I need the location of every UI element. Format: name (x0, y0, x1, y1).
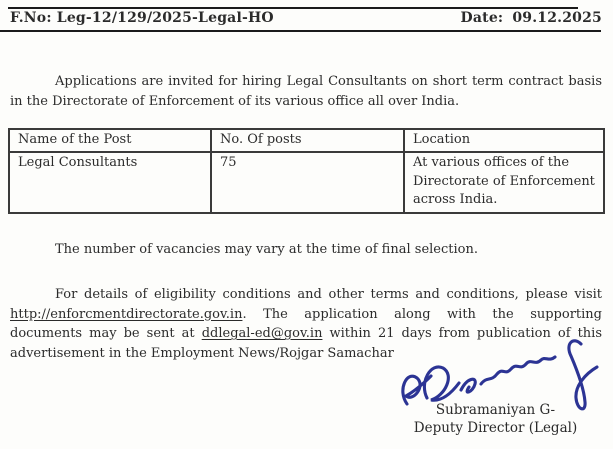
email-link[interactable]: ddlegal-ed@gov.in (201, 326, 323, 342)
document-body (10, 72, 602, 363)
table-header-row (9, 129, 604, 152)
col-header-num-posts: No. Of posts (211, 129, 404, 152)
signatory-designation: Deputy Director (Legal) (413, 419, 578, 436)
header-underline (0, 30, 601, 32)
cell-location: At various offices of the Directorate of Enforcement across India. (404, 152, 604, 212)
posts-table (8, 128, 605, 214)
cell-post-name: Legal Consultants (9, 152, 211, 212)
cell-num-posts: 75 (211, 152, 404, 212)
document-header (10, 10, 602, 26)
vacancies-note: The number of vacancies may vary at the time of final selection. (55, 241, 478, 257)
col-header-post-name: Name of the Post (9, 129, 211, 152)
date-group (461, 10, 602, 26)
website-link[interactable]: http://enforcmentdirectorate.gov.in (10, 306, 243, 322)
date-label: Date: (460, 10, 504, 26)
col-header-location: Location (404, 129, 604, 152)
details-text-1: For details of eligibility conditions and other terms and conditions, please visit (55, 287, 602, 303)
top-rule-line (8, 7, 578, 9)
date-value: 09.12.2025 (512, 10, 602, 26)
signatory-name: Subramaniyan G- (435, 402, 556, 418)
signature-block (383, 402, 608, 438)
intro-paragraph: Applications are invited for hiring Legal Consultants on short term contract basis in the Directorate of Enforcement of its various office all over India. (10, 74, 602, 109)
details-text-3: within 21 days from publication of this advertisement in the Employment News/Rojgar Samachar (10, 326, 603, 361)
details-text-2: . The application along with the supporting documents may be sent at (10, 306, 602, 342)
table-row (9, 152, 604, 212)
file-number: F.No: Leg-12/129/2025-Legal-HO (10, 10, 274, 26)
